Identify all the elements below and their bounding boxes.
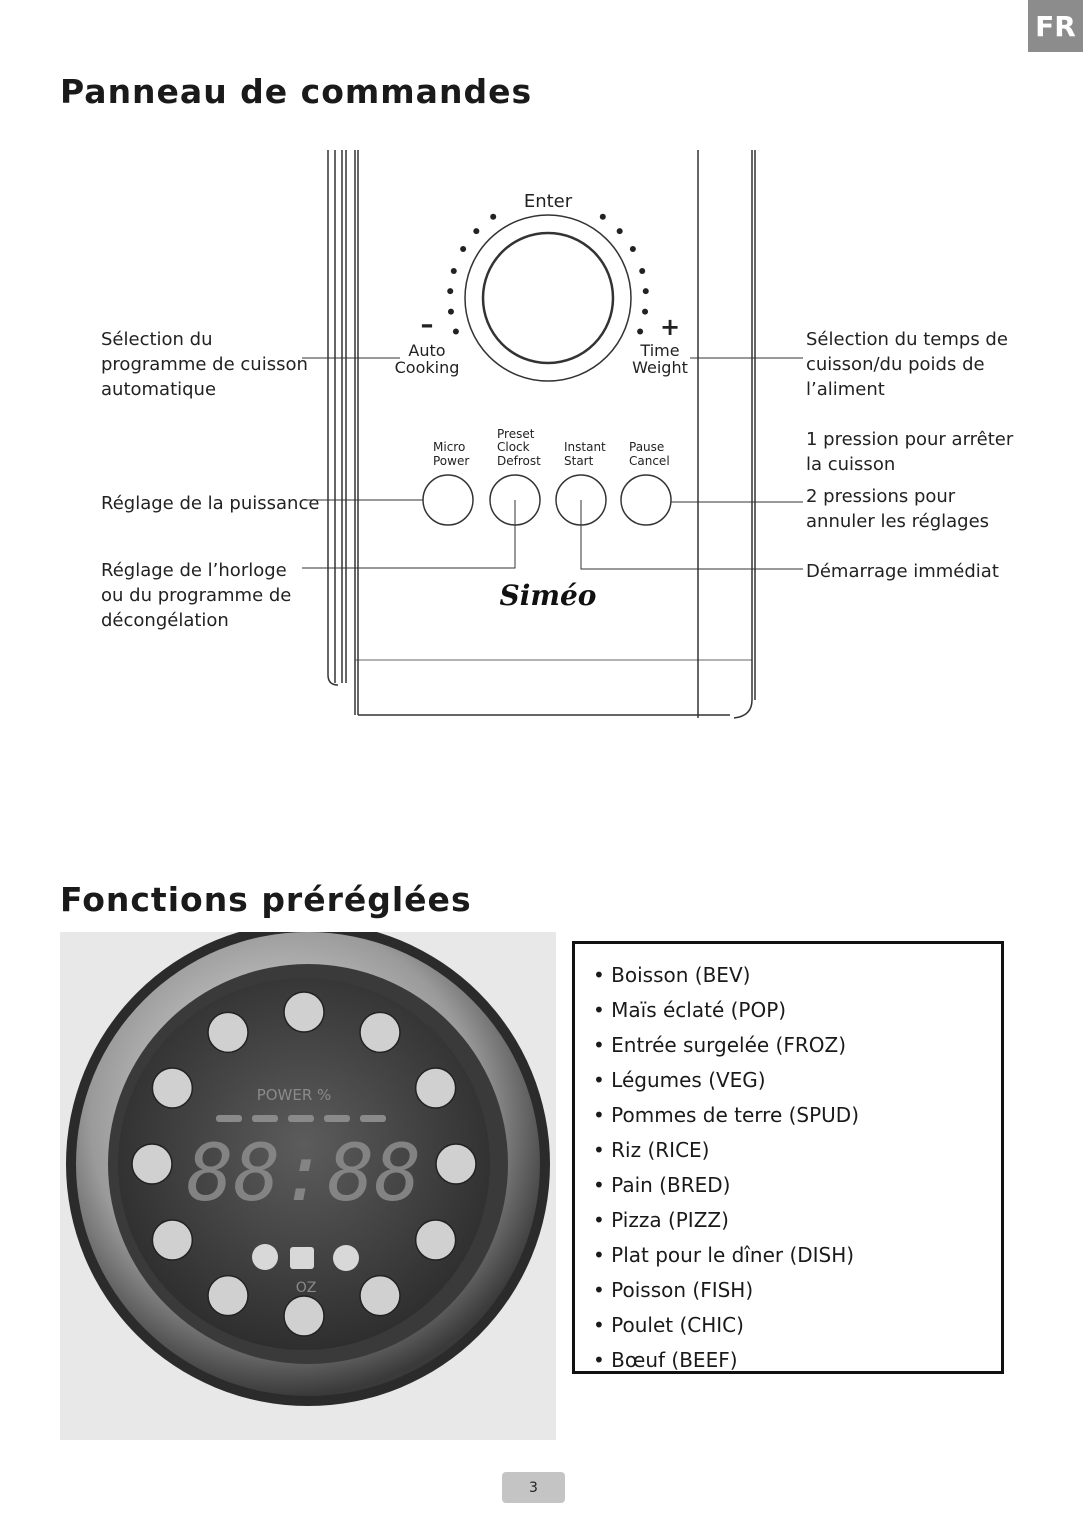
pause-label-2: Cancel — [629, 454, 670, 468]
preset-food-icon — [360, 1276, 400, 1316]
preset-item: • Pizza (PIZZ) — [593, 1203, 1001, 1238]
dial-dot — [600, 214, 606, 220]
dial-dot — [637, 329, 643, 335]
display-photo — [60, 932, 556, 1440]
section-title-presets: Fonctions préréglées — [60, 880, 472, 919]
preset-item: • Riz (RICE) — [593, 1133, 1001, 1168]
preset-label-2: Clock — [497, 440, 530, 454]
weight-icon — [333, 1245, 359, 1271]
preset-item: • Boisson (BEV) — [593, 958, 1001, 993]
preset-item: • Légumes (VEG) — [593, 1063, 1001, 1098]
micro-label-2: Power — [433, 454, 470, 468]
preset-item: • Pommes de terre (SPUD) — [593, 1098, 1001, 1133]
plus-symbol: + — [659, 313, 681, 341]
digit-display: 88:88 — [186, 1129, 422, 1219]
preset-item: • Entrée surgelée (FROZ) — [593, 1028, 1001, 1063]
label-stop-cooking: 1 pression pour arrêter la cuisson — [806, 429, 1014, 475]
auto-label-line1: Auto — [408, 341, 446, 360]
enter-label: Enter — [523, 191, 573, 212]
auto-label-line2: Cooking — [394, 358, 460, 377]
dial-dot — [643, 288, 649, 294]
preset-food-icon — [208, 1012, 248, 1052]
preset-food-icon — [208, 1276, 248, 1316]
oz-label: OZ — [295, 1280, 317, 1296]
micro-label-1: Micro — [433, 440, 466, 454]
preset-item: • Plat pour le dîner (DISH) — [593, 1238, 1001, 1273]
preset-food-icon — [132, 1144, 172, 1184]
preset-food-icon — [284, 992, 324, 1032]
label-cancel-settings: 2 pressions pour annuler les réglages — [806, 486, 990, 532]
preset-food-icon — [152, 1068, 192, 1108]
preset-food-icon — [436, 1144, 476, 1184]
language-tab: FR — [1028, 0, 1083, 52]
preset-food-icon — [416, 1220, 456, 1260]
lock-icon — [290, 1247, 314, 1269]
preset-item: • Poulet (CHIC) — [593, 1308, 1001, 1343]
page-number: 3 — [502, 1472, 565, 1503]
instant-label-2: Start — [564, 454, 594, 468]
minus-symbol: – — [420, 310, 434, 340]
brand-logo: Siméo — [499, 579, 597, 612]
power-percent-label: POWER % — [256, 1086, 332, 1104]
preset-label-3: Defrost — [497, 454, 541, 468]
dial-dot — [490, 214, 496, 220]
dial-dot — [448, 309, 454, 315]
label-clock-defrost: Réglage de l’horloge ou du programme de décongélation — [101, 560, 292, 631]
preset-item: • Bœuf (BEEF) — [593, 1343, 1001, 1378]
dial-dot — [451, 268, 457, 274]
dial-dot — [460, 246, 466, 252]
time-label-line2: Weight — [632, 358, 688, 377]
preset-item: • Poisson (FISH) — [593, 1273, 1001, 1308]
preset-label-1: Preset — [497, 427, 535, 441]
dial-dot — [639, 268, 645, 274]
preset-food-icon — [284, 1296, 324, 1336]
label-instant-start: Démarrage immédiat — [806, 561, 999, 582]
time-label-line1: Time — [640, 341, 680, 360]
control-panel-diagram — [0, 0, 1083, 760]
dial-dot — [473, 228, 479, 234]
label-auto-cooking: Sélection du programme de cuisson automatique — [101, 329, 308, 400]
preset-item: • Maïs éclaté (POP) — [593, 993, 1001, 1028]
preset-food-icon — [360, 1012, 400, 1052]
label-time-weight: Sélection du temps de cuisson/du poids de l’aliment — [806, 329, 1008, 400]
preset-food-icon — [416, 1068, 456, 1108]
preset-food-icon — [152, 1220, 192, 1260]
clock-icon — [252, 1244, 278, 1270]
section-title-control-panel: Panneau de commandes — [60, 72, 533, 111]
dial-dot — [453, 329, 459, 335]
dial-dot — [447, 288, 453, 294]
dial-dot — [642, 309, 648, 315]
pause-label-1: Pause — [629, 440, 665, 454]
preset-item: • Pain (BRED) — [593, 1168, 1001, 1203]
instant-label-1: Instant — [564, 440, 606, 454]
label-power: Réglage de la puissance — [101, 493, 320, 514]
preset-list — [575, 944, 1001, 1378]
preset-list-box — [572, 941, 1004, 1374]
dial-dot — [630, 246, 636, 252]
dial-dot — [617, 228, 623, 234]
